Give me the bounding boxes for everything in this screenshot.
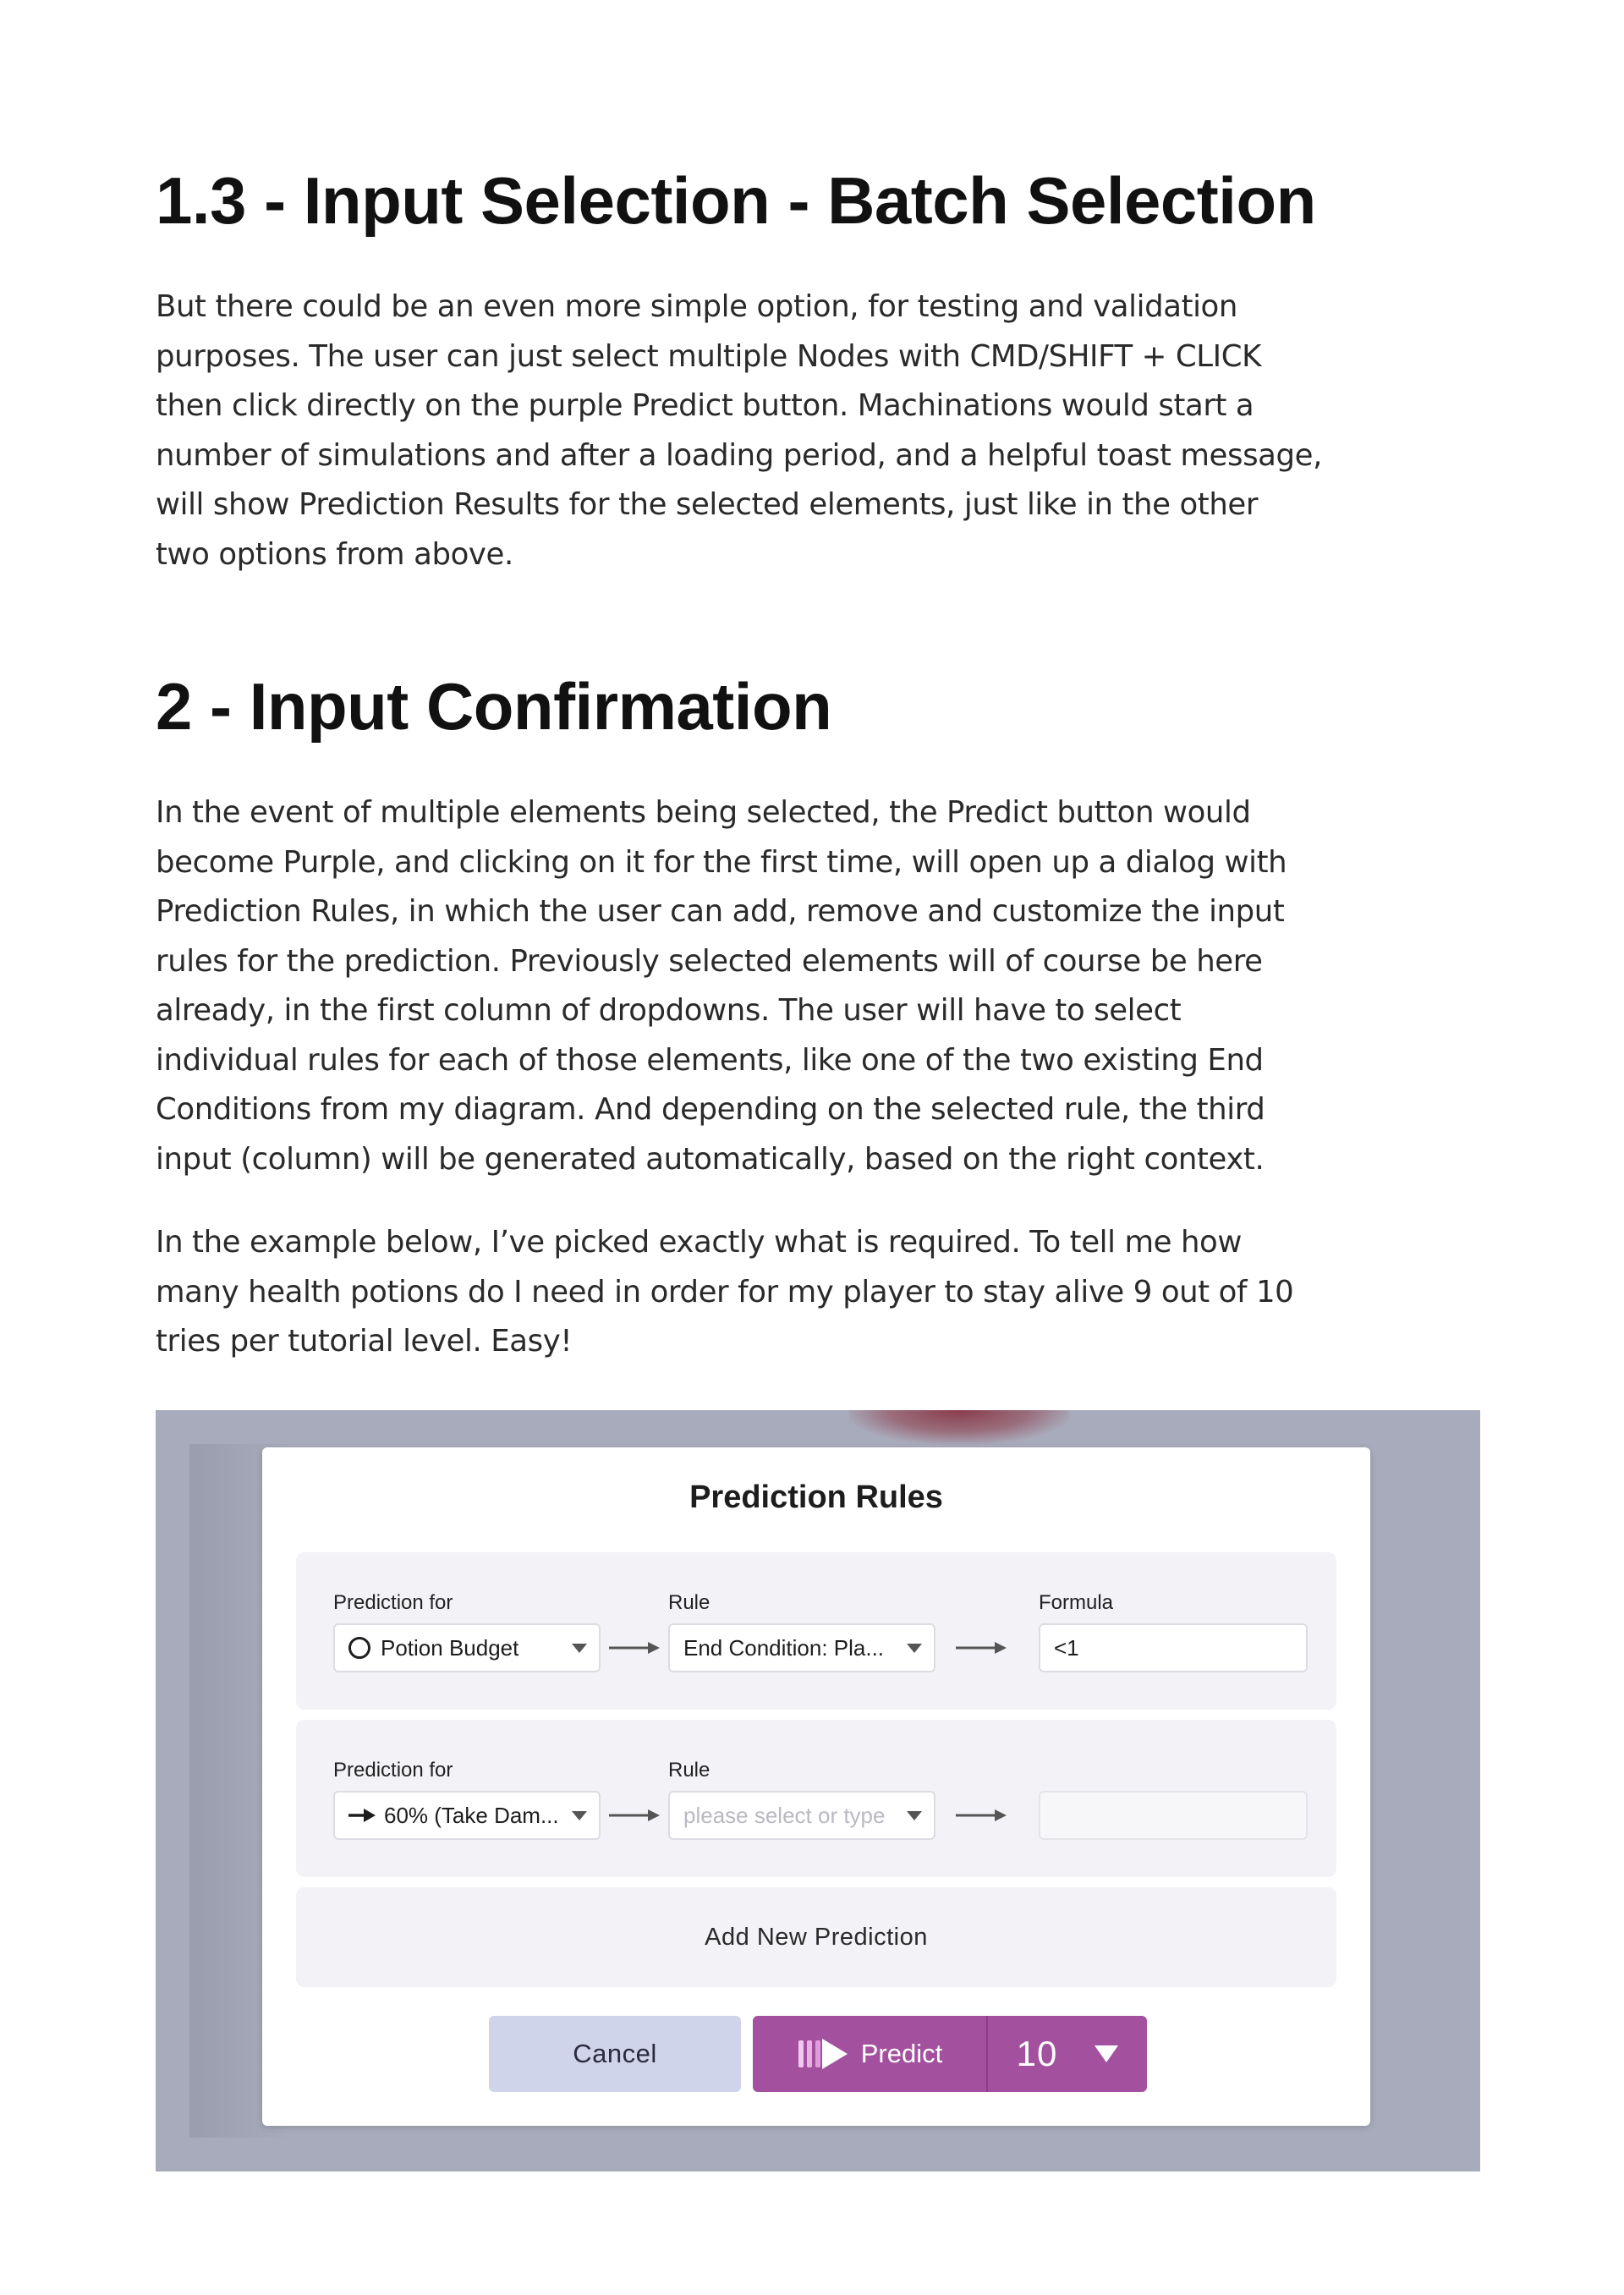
prediction-rules-dialog bbox=[262, 1447, 1370, 2126]
formula-input[interactable] bbox=[1039, 1623, 1308, 1672]
prediction-rules-screenshot bbox=[156, 1410, 1480, 2171]
rule-value: End Condition: Pla... bbox=[683, 1634, 885, 1661]
prediction-for-value: 60% (Take Dam... bbox=[384, 1802, 559, 1828]
arrow-right-icon bbox=[609, 1807, 660, 1824]
predict-label: Predict bbox=[860, 2039, 943, 2068]
prediction-row bbox=[296, 1552, 1336, 1710]
chevron-down-icon bbox=[572, 1644, 587, 1653]
prediction-for-select[interactable] bbox=[333, 1623, 601, 1672]
paragraph-input-confirmation: In the event of multiple elements being selected, the Predict button would become Purple, and clicking on it for the first time, will open up a dialog with Prediction Rules, in which the user can add, remove and customize the input rules for the prediction. Previously selected elements will of course be here already, in the first column of dropdowns. The user will have to select individual rules for each of those elements, like one of the two existing End Conditions from my diagram. And depending on the selected rule, the third input (column) will be generated automatically, based on the right context. bbox=[156, 795, 1287, 1177]
rule-placeholder: please select or type bbox=[683, 1802, 886, 1828]
chevron-down-icon bbox=[907, 1644, 922, 1653]
arrow-right-icon bbox=[956, 1639, 1007, 1656]
chevron-down-icon bbox=[907, 1811, 922, 1820]
predict-split-button bbox=[753, 2016, 1147, 2092]
prediction-for-value: Potion Budget bbox=[381, 1634, 519, 1661]
arrow-right-icon bbox=[956, 1807, 1007, 1824]
rule-label: Rule bbox=[668, 1759, 710, 1782]
prediction-for-label: Prediction for bbox=[333, 1759, 453, 1782]
formula-label: Formula bbox=[1039, 1591, 1114, 1614]
arrow-right-icon bbox=[609, 1639, 660, 1656]
add-new-prediction-button[interactable] bbox=[296, 1887, 1336, 1987]
prediction-for-label: Prediction for bbox=[333, 1591, 453, 1614]
backdrop-blur-spot bbox=[849, 1410, 1069, 1444]
rule-select[interactable] bbox=[668, 1623, 935, 1672]
dialog-title: Prediction Rules bbox=[689, 1480, 943, 1515]
chevron-down-icon bbox=[572, 1811, 587, 1820]
cancel-button[interactable]: Cancel bbox=[489, 2016, 741, 2092]
run-count-value: 10 bbox=[1016, 2034, 1058, 2073]
paragraph-example: In the example below, I’ve picked exactly what is required. To tell me how many health potions do I need in order for my player to stay alive 9 out of 10 tries per tutorial level. Easy! bbox=[156, 1225, 1294, 1359]
heading-input-confirmation: 2 - Input Confirmation bbox=[156, 669, 832, 744]
rule-select[interactable] bbox=[668, 1791, 935, 1840]
prediction-row bbox=[296, 1720, 1336, 1877]
run-count-dropdown[interactable] bbox=[988, 2016, 1147, 2092]
ring-icon bbox=[348, 1637, 370, 1659]
right-arrow-icon bbox=[348, 1807, 376, 1824]
formula-input[interactable] bbox=[1039, 1791, 1308, 1840]
add-new-prediction-label: Add New Prediction bbox=[705, 1923, 928, 1951]
play-icon bbox=[797, 2037, 851, 2071]
prediction-for-select[interactable] bbox=[333, 1791, 601, 1840]
rule-label: Rule bbox=[668, 1591, 710, 1614]
formula-value: <1 bbox=[1054, 1634, 1079, 1661]
heading-batch-selection: 1.3 - Input Selection - Batch Selection bbox=[156, 163, 1316, 238]
paragraph-batch-selection: But there could be an even more simple option, for testing and validation purposes. The user can just select multiple Nodes with CMD/SHIFT + CLICK then click directly on the purple Predict button. Machinations would start a number of simulations and after a loading period, and a helpful toast message, will show Prediction Results for the selected elements, just like in the other two options from above. bbox=[156, 289, 1322, 572]
predict-button[interactable] bbox=[753, 2016, 988, 2092]
chevron-down-icon bbox=[1095, 2045, 1118, 2062]
